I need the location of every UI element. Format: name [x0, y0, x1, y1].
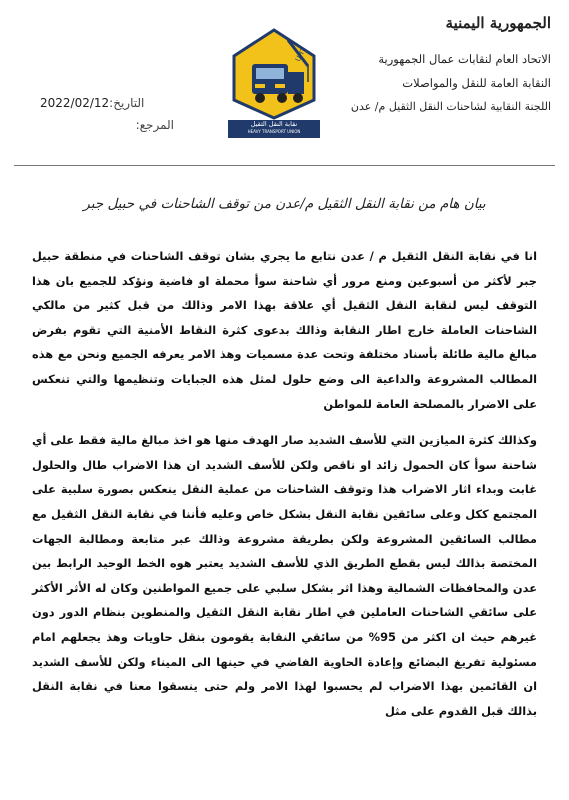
reference-row [34, 114, 174, 136]
logo-caption [228, 120, 320, 138]
logo-emblem-text: UHT [293, 46, 309, 63]
statement-body [32, 244, 537, 723]
date-value: 2022/02/12 [40, 96, 110, 110]
federation-name: الاتحاد العام لنقابات عمال الجمهورية [378, 52, 551, 66]
committee-name: اللجنة النقابية لشاحنات النقل الثقيل م/ عدن [350, 100, 551, 113]
reference-label: المرجع: [135, 118, 174, 132]
date-reference-block [34, 92, 174, 136]
header-divider [14, 165, 555, 166]
date-row [34, 92, 174, 114]
logo-caption-en: HEAVY TRANSPORT UNION [247, 129, 301, 134]
union-name: النقابة العامة للنقل والمواصلات [402, 76, 551, 90]
body-paragraph: وكذالك كثرة الميازين التي للأسف الشديد صار الهدف منها هو اخذ مبالغ مالية فقط على أي شاحنة سوأ كان الحمول زائد او ناقص ولكن للأسف الشديد ان هذا الاضراب طال والحلول غابت وبداء اثار الاضراب هذا وتوقف الشاحنات من عملية النقل ينعكس بصورة سلبية على المجتمع ككل وعلى سائقين نقابة النقل بشكل خاص وعليه فأننا في نقابة النقل الثقيل مع مطالب السائقين المشروعة ولكن بطريقة مشروعة وذالك عبر متابعة ومطالبة الجهات المختصة بذالك ليس بقطع الطريق الذي للأسف الشديد يعتبر هوه الخط الوحيد الرابط بين عدن والمحافظات الشمالية وهذا اثر بشكل سلبي على جميع المواطنين وكان له الأثر الأكثر على سائقي الشاحنات العاملين في اطار نقابة النقل الثقيل والمنطوين بنظام الدور دون غيرهم حيث ان اكثر من 95% من سائقي النقابة يقومون بنقل حاويات وهذ يجعلهم امام مسئولية تفريغ البضائع وإعادة الحاوية الفاضي في حينها الى الميناء ولكن للأسف الشديد ان القائمين بهذا الاضراب لم يحسبوا لهذا الامر ولم حتى ينسقوا معنا في نقابة النقل بذالك قبل القدوم على مثل [32, 433, 537, 718]
statement-title: بيان هام من نقابة النقل الثقيل م/عدن من توقف الشاحنات في حبيل جبر [83, 196, 486, 212]
date-label: التاريخ: [109, 96, 145, 110]
republic-name: الجمهورية اليمنية [445, 14, 551, 32]
letterhead-right [351, 14, 551, 113]
logo-caption-ar: نقابة النقل الثقيل [250, 120, 298, 128]
body-paragraph: انا في نقابة النقل الثقيل م / عدن نتابع ما يجري بشان توقف الشاحنات في منطقة حبيل جبر لأكثر من أسبوعين ومنع مرور أي شاحنة سوأ محملة او فاضية ونؤكد للجميع بان هذا التوقف ليس لنقابة النقل الثقيل أي علاقة بهذا الامر وذالك من قبل كثير من مالكي الشاحنات العاملة خارج اطار النقابة وذالك بدعوى كثرة النقاط الأمنية التي تقوم بفرض مبالغ مالية طائلة بأسناد مختلفة وتحت عدة مسميات وهذ الامر يعرفه الجميع ونحن مع هذه المطالب المشروعة والداعية الى وضع حلول لمثل هذه الجبايات وتنظيمها والتي تنعكس على الاضرار بالمصلحة العامة للمواطن [32, 249, 537, 411]
